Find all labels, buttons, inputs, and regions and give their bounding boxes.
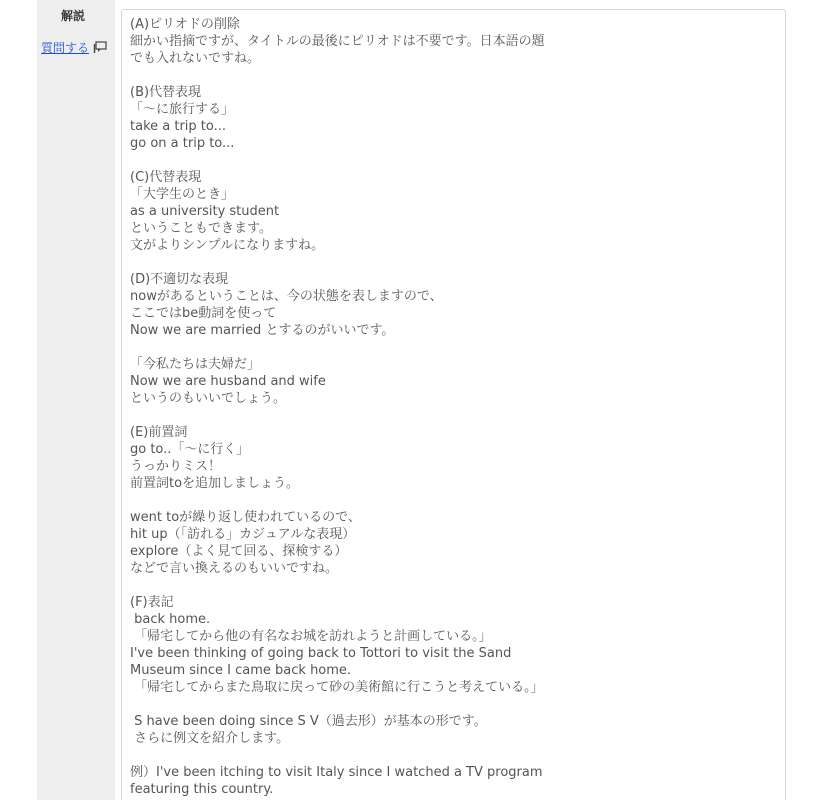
comment-line: featuring this country. (130, 782, 274, 797)
comment-line: (E)前置詞 (130, 425, 188, 440)
blank-line (130, 152, 779, 169)
comment-line: S have been doing since S V（過去形）が基本の形です。 (130, 714, 487, 729)
comment-line: 細かい指摘ですが、タイトルの最後にピリオドは不要です。日本語の題 (130, 34, 545, 49)
comment-line: などで言い換えるのもいいですね。 (130, 561, 339, 576)
ask-question-link[interactable]: 質問する (41, 41, 90, 55)
comment-line: hit up（「訪れる」カジュアルな表現） (130, 527, 356, 542)
comment-line: take a trip to... (130, 119, 227, 134)
comment-line: というのもいいでしょう。 (130, 391, 287, 406)
comment-line: go to..「～に行く」 (130, 442, 250, 457)
blank-line (130, 254, 779, 271)
comment-line: 文がよりシンプルになりますね。 (130, 238, 325, 253)
blank-line (130, 696, 779, 713)
comment-line: でも入れないですね。 (130, 51, 261, 66)
comment-flag-icon[interactable] (93, 41, 107, 53)
comment-line: ということもできます。 (130, 221, 272, 236)
comment-line: 例）I've been itching to visit Italy since I watched a TV program (130, 765, 543, 780)
comment-line: うっかりミス！ (130, 459, 222, 474)
comment-text (130, 16, 779, 798)
comment-line: go on a trip to... (130, 136, 235, 151)
blank-line (130, 339, 779, 356)
comment-line: 「今私たちは夫婦だ」 (130, 357, 261, 372)
comment-line: (A)ピリオドの削除 (130, 17, 240, 32)
comment-box (121, 9, 786, 800)
comment-line: nowがあるということは、今の状態を表しますので、 (130, 289, 443, 304)
comment-line: (D)不適切な表現 (130, 272, 229, 287)
blank-line (130, 747, 779, 764)
comment-line: ここではbe動詞を使って (130, 306, 277, 321)
comment-line: 「帰宅してから他の有名なお城を訪れようと計画している。」 (130, 629, 492, 644)
comment-line: Now we are husband and wife (130, 374, 326, 389)
comment-line: さらに例文を紹介します。 (130, 731, 290, 746)
section-label: 解説 (61, 9, 86, 23)
comment-line: went toが繰り返し使われているので、 (130, 510, 361, 525)
comment-line: 前置詞toを追加しましょう。 (130, 476, 300, 491)
comment-line: explore（よく見て回る、探検する） (130, 544, 348, 559)
comment-line: as a university student (130, 204, 280, 219)
comment-line: 「帰宅してからまた鳥取に戻って砂の美術館に行こうと考えている。」 (130, 680, 544, 695)
blank-line (130, 492, 779, 509)
blank-line (130, 407, 779, 424)
comment-line: I've been thinking of going back to Tottori to visit the Sand (130, 646, 512, 661)
comment-line: Museum since I came back home. (130, 663, 352, 678)
comment-line: (F)表記 (130, 595, 174, 610)
comment-line: Now we are married とするのがいいです。 (130, 323, 395, 338)
comment-line: 「大学生のとき」 (130, 187, 235, 202)
blank-line (130, 67, 779, 84)
comment-line: (B)代替表現 (130, 85, 202, 100)
comment-line: 「～に旅行する」 (130, 102, 235, 117)
blank-line (130, 577, 779, 594)
label-column (37, 0, 115, 800)
comment-line: (C)代替表現 (130, 170, 202, 185)
comment-line: back home. (130, 612, 211, 627)
